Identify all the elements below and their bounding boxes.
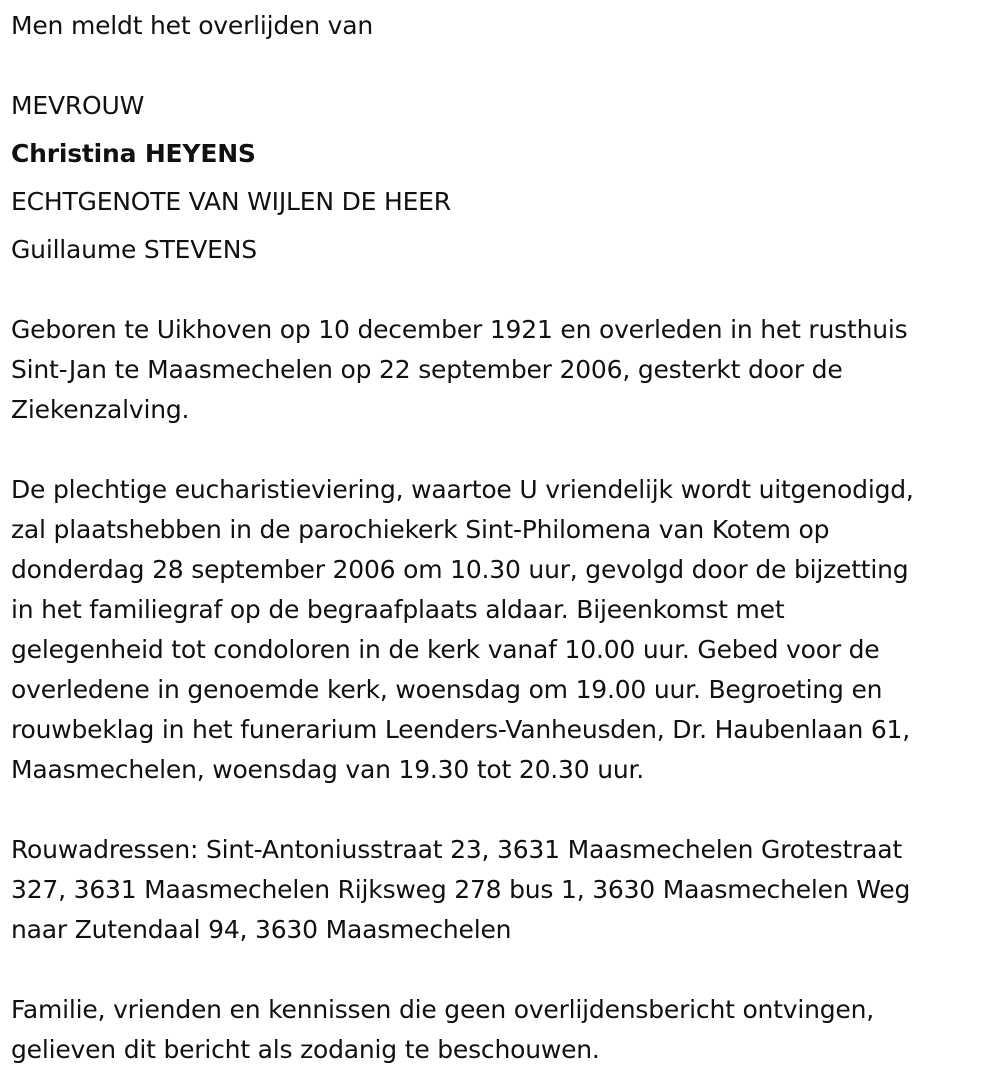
- birth-death-line: Geboren te Uikhoven op 10 december 1921 en overleden in het rusthuis: [11, 315, 908, 344]
- relation-text: ECHTGENOTE VAN WIJLEN DE HEER: [11, 187, 451, 216]
- closing-line: gelieven dit bericht als zodanig te beschouwen.: [11, 1035, 600, 1064]
- address-line: naar Zutendaal 94, 3630 Maasmechelen: [11, 915, 512, 944]
- ceremony-line: gelegenheid tot condoloren in de kerk vanaf 10.00 uur. Gebed voor de: [11, 635, 880, 664]
- intro-text: Men meldt het overlijden van: [11, 11, 374, 40]
- ceremony-line: rouwbeklag in het funerarium Leenders-Vanheusden, Dr. Haubenlaan 61,: [11, 715, 911, 744]
- ceremony-line: donderdag 28 september 2006 om 10.30 uur, gevolgd door de bijzetting: [11, 555, 909, 584]
- address-line: 327, 3631 Maasmechelen Rijksweg 278 bus 1, 3630 Maasmechelen Weg: [11, 875, 911, 904]
- ceremony-line: in het familiegraf op de begraafplaats aldaar. Bijeenkomst met: [11, 595, 785, 624]
- person-title: MEVROUW: [11, 91, 145, 120]
- ceremony-line: De plechtige eucharistieviering, waartoe U vriendelijk wordt uitgenodigd,: [11, 475, 914, 504]
- address-line: Rouwadressen: Sint-Antoniusstraat 23, 3631 Maasmechelen Grotestraat: [11, 835, 902, 864]
- closing-line: Familie, vrienden en kennissen die geen overlijdensbericht ontvingen,: [11, 995, 875, 1024]
- ceremony-line: Maasmechelen, woensdag van 19.30 tot 20.30 uur.: [11, 755, 645, 784]
- ceremony-line: zal plaatshebben in de parochiekerk Sint-Philomena van Kotem op: [11, 515, 830, 544]
- birth-death-line: Sint-Jan te Maasmechelen op 22 september 2006, gesterkt door de: [11, 355, 843, 384]
- spouse-name: Guillaume STEVENS: [11, 235, 257, 264]
- ceremony-line: overledene in genoemde kerk, woensdag om 19.00 uur. Begroeting en: [11, 675, 883, 704]
- birth-death-line: Ziekenzalving.: [11, 395, 190, 424]
- deceased-name: Christina HEYENS: [11, 139, 256, 168]
